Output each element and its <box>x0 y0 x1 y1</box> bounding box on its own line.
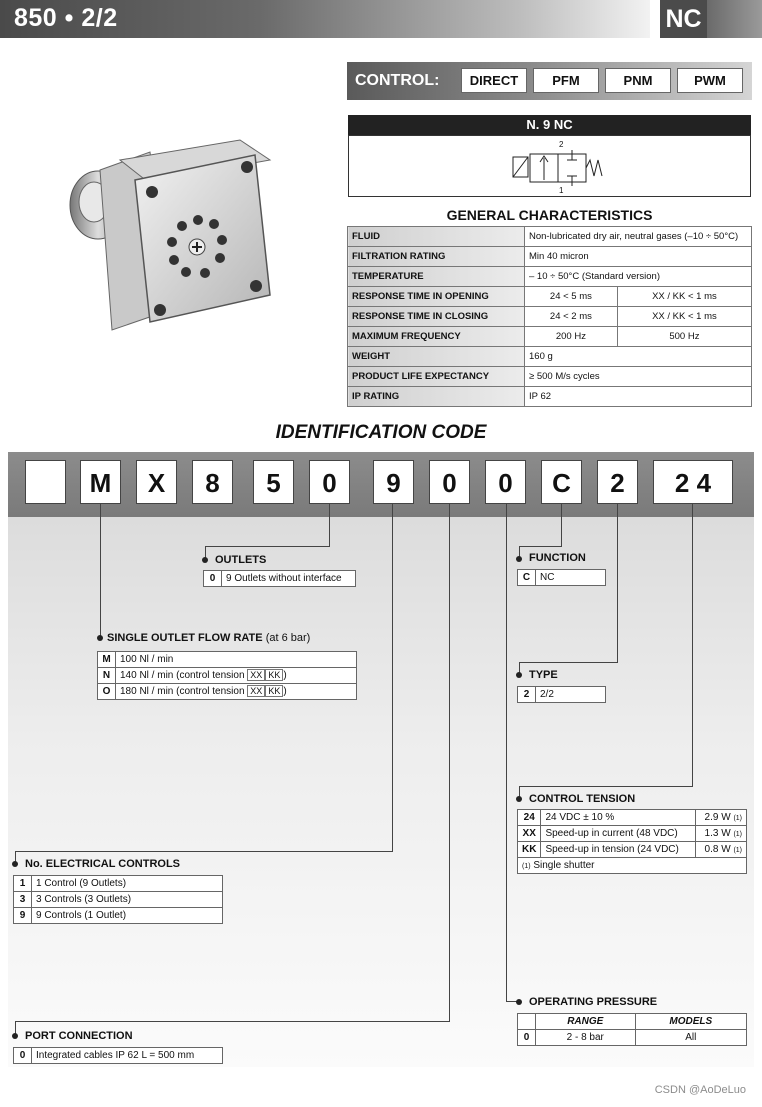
bullet-dot <box>12 861 18 867</box>
table-row: RESPONSE TIME IN OPENING 24 < 5 ms XX / KK < 1 ms <box>348 287 752 307</box>
table-row: C NC <box>518 570 606 586</box>
table-row: FLUID Non-lubricated dry air, neutral gases (–10 ÷ 50°C) <box>348 227 752 247</box>
bullet-dot <box>516 999 522 1005</box>
table-row: N 140 Nl / min (control tension XX KK ) <box>98 668 357 684</box>
connector-line <box>205 546 330 547</box>
port-connection-title: PORT CONNECTION <box>25 1030 133 1042</box>
connector-line <box>329 504 330 547</box>
bullet-dot <box>12 1033 18 1039</box>
table-row: PRODUCT LIFE EXPECTANCY ≥ 500 M/s cycles <box>348 367 752 387</box>
operating-pressure-table <box>517 1013 747 1046</box>
code-box-8: 8 <box>192 460 233 504</box>
connector-line <box>692 504 693 786</box>
connector-line <box>617 504 618 662</box>
code-box-x: X <box>136 460 177 504</box>
table-row: 24 24 VDC ± 10 % 2.9 W (1) <box>518 810 747 826</box>
watermark-footer: CSDN @AoDeLuo <box>654 1084 746 1096</box>
nc-badge: NC <box>660 0 707 38</box>
table-row: 0 2 - 8 bar All <box>518 1030 747 1046</box>
connector-line <box>449 504 450 1021</box>
connector-line <box>15 1021 450 1022</box>
table-row: RESPONSE TIME IN CLOSING 24 < 2 ms XX / KK < 1 ms <box>348 307 752 327</box>
outlets-table <box>203 570 356 587</box>
flow-rate-title: SINGLE OUTLET FLOW RATE (at 6 bar) <box>107 632 311 644</box>
table-row: KK Speed-up in tension (24 VDC) 0.8 W (1) <box>518 842 747 858</box>
table-row: TEMPERATURE – 10 ÷ 50°C (Standard version) <box>348 267 752 287</box>
code-box-port: 0 <box>429 460 470 504</box>
table-row: (1) Single shutter <box>518 858 747 874</box>
bullet-dot <box>516 556 522 562</box>
table-row: 0 Integrated cables IP 62 L = 500 mm <box>14 1048 223 1064</box>
connector-line <box>561 504 562 547</box>
connector-line <box>519 662 618 663</box>
control-tension-table <box>517 809 747 874</box>
control-option-pfm[interactable]: PFM <box>533 68 599 93</box>
table-row: XX Speed-up in current (48 VDC) 1.3 W (1) <box>518 826 747 842</box>
table-row: O 180 Nl / min (control tension XX KK ) <box>98 684 357 700</box>
code-box-outlets: 0 <box>309 460 350 504</box>
table-row: MAXIMUM FREQUENCY 200 Hz 500 Hz <box>348 327 752 347</box>
bullet-dot <box>97 635 103 641</box>
symbol-port-1: 1 <box>559 186 564 195</box>
code-box-5: 5 <box>253 460 294 504</box>
header-tail <box>707 0 762 38</box>
function-table <box>517 569 606 586</box>
general-characteristics-table <box>347 226 752 407</box>
table-row: FILTRATION RATING Min 40 micron <box>348 247 752 267</box>
control-label: CONTROL: <box>355 72 440 89</box>
bullet-dot <box>516 796 522 802</box>
valve-product-image <box>40 130 310 340</box>
table-row: IP RATING IP 62 <box>348 387 752 407</box>
type-table <box>517 686 606 703</box>
connector-line <box>519 546 562 547</box>
control-option-pnm[interactable]: PNM <box>605 68 671 93</box>
code-box-function: C <box>541 460 582 504</box>
code-box-type: 2 <box>597 460 638 504</box>
symbol-port-2: 2 <box>559 140 564 149</box>
code-box-tension: 2 4 <box>653 460 733 504</box>
table-row: 9 9 Controls (1 Outlet) <box>14 908 223 924</box>
code-box-prefix <box>25 460 66 504</box>
valve-schematic-symbol <box>485 140 615 196</box>
connector-line <box>100 504 101 638</box>
flow-rate-table <box>97 651 357 700</box>
code-box-pressure: 0 <box>485 460 526 504</box>
table-row: 3 3 Controls (3 Outlets) <box>14 892 223 908</box>
bullet-dot <box>516 672 522 678</box>
table-row: 1 1 Control (9 Outlets) <box>14 876 223 892</box>
electrical-controls-title: No. ELECTRICAL CONTROLS <box>25 858 181 870</box>
function-title: FUNCTION <box>529 552 586 564</box>
control-tension-title: CONTROL TENSION <box>529 793 636 805</box>
code-box-m: M <box>80 460 121 504</box>
type-title: TYPE <box>529 669 558 681</box>
identification-code-title: IDENTIFICATION CODE <box>275 422 487 443</box>
operating-pressure-title: OPERATING PRESSURE <box>529 996 658 1008</box>
connector-line <box>506 504 507 1001</box>
page-title: 850 • 2/2 <box>14 4 118 32</box>
table-row: 0 9 Outlets without interface <box>204 571 356 587</box>
control-option-pwm[interactable]: PWM <box>677 68 743 93</box>
table-row: RANGE MODELS <box>518 1014 747 1030</box>
bullet-dot <box>202 557 208 563</box>
connector-line <box>392 504 393 851</box>
connector-line <box>15 851 393 852</box>
code-explanation-area <box>8 517 754 1067</box>
table-row: M 100 Nl / min <box>98 652 357 668</box>
table-row: WEIGHT 160 g <box>348 347 752 367</box>
electrical-controls-table <box>13 875 223 924</box>
outlets-title: OUTLETS <box>215 554 267 566</box>
control-option-direct[interactable]: DIRECT <box>461 68 527 93</box>
table-row: 2 2/2 <box>518 687 606 703</box>
code-box-electrical: 9 <box>373 460 414 504</box>
symbol-title: N. 9 NC <box>348 115 751 135</box>
port-connection-table <box>13 1047 223 1064</box>
connector-line <box>519 786 693 787</box>
general-characteristics-title: GENERAL CHARACTERISTICS <box>446 207 653 223</box>
